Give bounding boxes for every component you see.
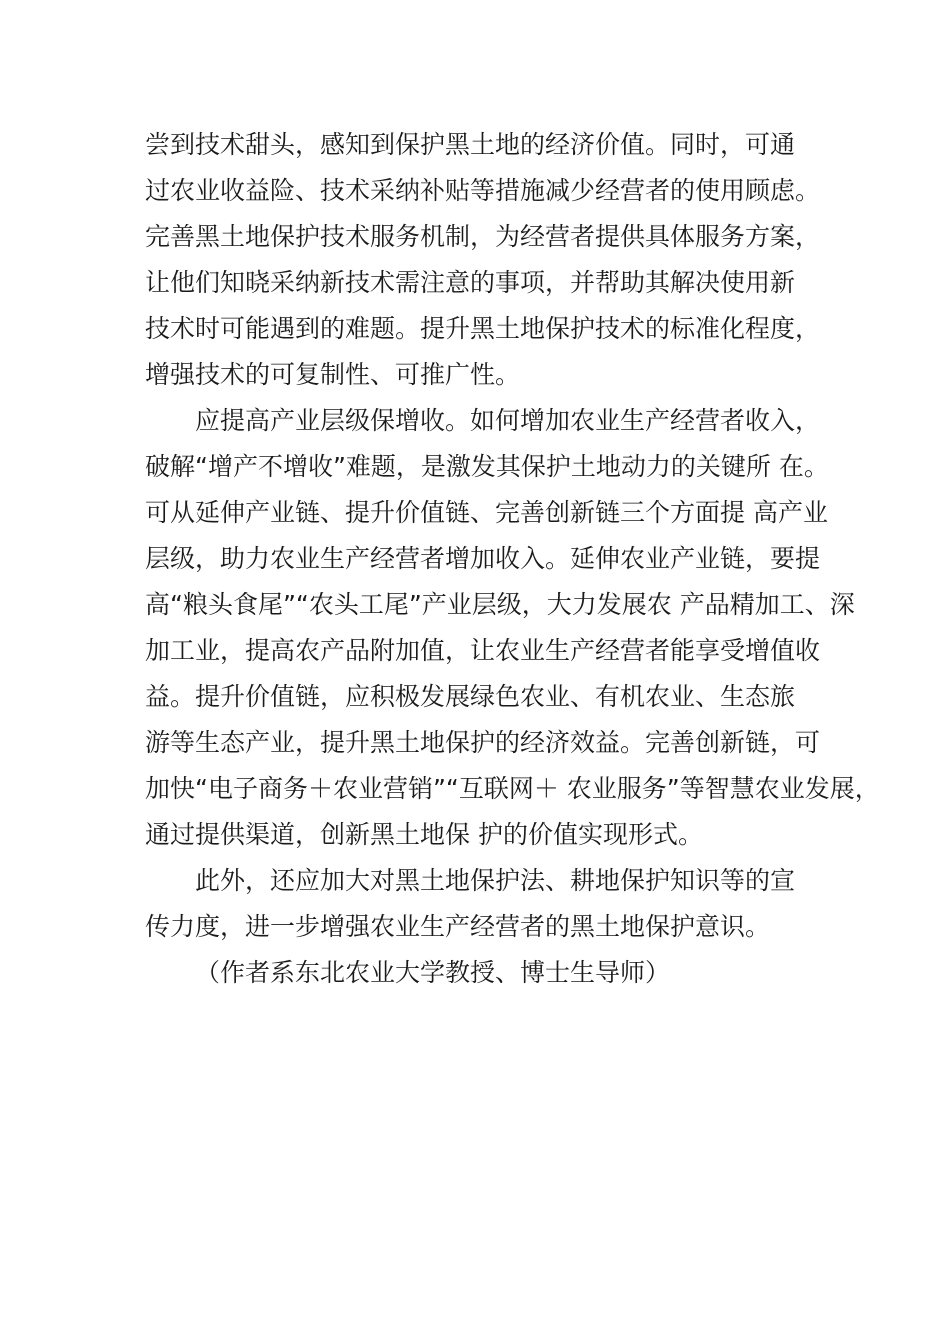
text-line: 游等生态产业，提升黑土地保护的经济效益。完善创新链，可 bbox=[145, 728, 821, 757]
text-line: 通过提供渠道，创新黑土地保 护的价值实现形式。 bbox=[145, 820, 703, 849]
author-note: （作者系东北农业大学教授、博士生导师） bbox=[195, 958, 671, 987]
text-line: 高“粮头食尾”“农头工尾”产业层级，大力发展农 产品精加工、深 bbox=[145, 590, 855, 619]
text-line: 加快“电子商务＋农业营销”“互联网＋ 农业服务”等智慧农业发展， bbox=[145, 774, 880, 803]
text-line: 益。提升价值链，应积极发展绿色农业、有机农业、生态旅 bbox=[145, 682, 796, 711]
text-line: 过农业收益险、技术采纳补贴等措施减少经营者的使用顾虑。 bbox=[145, 176, 821, 205]
paragraph-start-line: 应提高产业层级保增收。如何增加农业生产经营者收入， bbox=[195, 406, 821, 435]
text-line: 完善黑土地保护技术服务机制，为经营者提供具体服务方案， bbox=[145, 222, 821, 251]
text-line: 让他们知晓采纳新技术需注意的事项，并帮助其解决使用新 bbox=[145, 268, 796, 297]
text-line: 尝到技术甜头，感知到保护黑土地的经济价值。同时，可通 bbox=[145, 130, 796, 159]
article-body bbox=[145, 122, 880, 996]
text-line: 传力度，进一步增强农业生产经营者的黑土地保护意识。 bbox=[145, 912, 771, 941]
text-line: 层级，助力农业生产经营者增加收入。延伸农业产业链，要提 bbox=[145, 544, 821, 573]
text-line: 技术时可能遇到的难题。提升黑土地保护技术的标准化程度， bbox=[145, 314, 821, 343]
paragraph-start-line: 此外，还应加大对黑土地保护法、耕地保护知识等的宣 bbox=[195, 866, 796, 895]
text-line: 加工业，提高农产品附加值，让农业生产经营者能享受增值收 bbox=[145, 636, 821, 665]
text-line: 增强技术的可复制性、可推广性。 bbox=[145, 360, 521, 389]
text-line: 破解“增产不增收”难题，是激发其保护土地动力的关键所 在。 bbox=[145, 452, 829, 481]
text-line: 可从延伸产业链、提升价值链、完善创新链三个方面提 高产业 bbox=[145, 498, 828, 527]
